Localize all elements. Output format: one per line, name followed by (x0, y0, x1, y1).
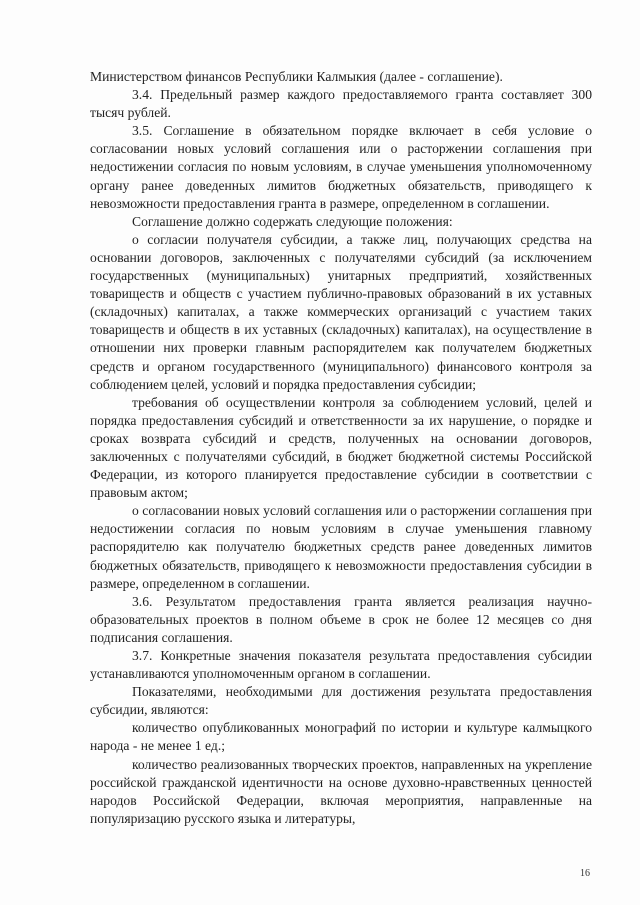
paragraph-indicators-intro: Показателями, необходимыми для достижения результата предоставления субсидии, являются: (90, 684, 592, 718)
document-body (90, 68, 592, 828)
paragraph-ministry-line: Министерством финансов Республики Калмыкия (далее - соглашение). (90, 69, 503, 84)
paragraph-monographs: количество опубликованных монографий по истории и культуре калмыцкого народа - не менее 1 ед.; (90, 720, 592, 754)
paragraph-3-6: 3.6. Результатом предоставления гранта является реализация научно-образовательных проектов в полном объеме в срок не более 12 месяцев со дня подписания соглашения. (90, 593, 592, 645)
paragraph-agreement-intro: Соглашение должно содержать следующие положения: (132, 213, 453, 229)
paragraph-3-7: 3.7. Конкретные значения показателя результата предоставления субсидии устанавливаются уполномоченным органом в соглашении. (90, 648, 592, 682)
paragraph-3-5: 3.5. Соглашение в обязательном порядке включает в себя условие о согласовании новых условий соглашения или о расторжении соглашения при недостижении согласия по новым условиям, в случае уменьшения уполномоченному органу ранее доведенных лимитов бюджетных обязательств, приводящего к невозможности предоставления гранта в размере, определенном в соглашении. (90, 123, 592, 211)
paragraph-3-4: 3.4. Предельный размер каждого предоставляемого гранта составляет 300 тысяч рублей. (90, 87, 592, 121)
paragraph-control-requirements: требования об осуществлении контроля за соблюдением условий, целей и порядка предоставления субсидий и ответственности за их нарушение, о порядке и сроках возврата субсидий и средств, полученных на основании договоров, заключенных с получателями субсидий, в бюджет бюджетной системы Российской Федерации, из которого планируется предоставление субсидии в соответствии с правовым актом; (90, 394, 592, 501)
paragraph-new-conditions: о согласовании новых условий соглашения или о расторжении соглашения при недостижении согласия по новым условиям в случае уменьшения главному распорядителю как получателю бюджетных средств ранее доведенных лимитов бюджетных обязательств, приводящего к невозможности предоставления субсидии в размере, определенном в соглашении. (90, 503, 592, 591)
paragraph-consent: о согласии получателя субсидии, а также лиц, получающих средства на основании договоров, заключенных с получателями субсидий (за исключением государственных (муниципальных) унитарных предприятий, хозяйственных товариществ и обществ с участием публично-правовых образований в их уставных (складочных) капиталах, а также коммерческих организаций с участием таких товариществ и обществ в их уставных (складочных) капиталах), на осуществление в отношении них проверки главным распорядителем как получателем бюджетных средств и органом государственного (муниципального) финансового контроля за соблюдением целей, условий и порядка предоставления субсидии; (90, 231, 592, 392)
paragraph-creative-projects: количество реализованных творческих проектов, направленных на укрепление российской гражданской идентичности на основе духовно-нравственных ценностей народов Российской Федерации, включая мероприятия, направленные на популяризацию русского языка и литературы, (90, 756, 592, 826)
page-number: 16 (580, 868, 590, 879)
